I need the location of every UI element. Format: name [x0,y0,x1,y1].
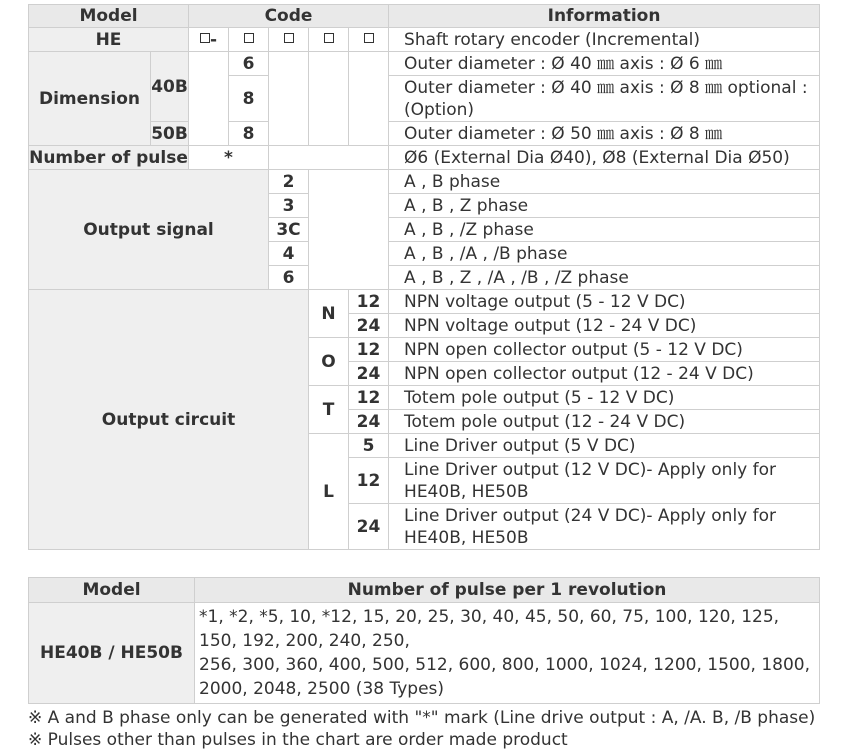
header-model: Model [29,5,189,28]
dash-suffix: - [209,29,218,50]
circuit-type: O [309,338,349,386]
pulse-label: Number of pulse [29,147,188,168]
empty-cell [309,52,349,146]
circuit-code: 12 [349,386,389,410]
signal-code: 4 [269,242,309,266]
code-slot-5 [349,28,389,52]
circuit-info: NPN voltage output (12 - 24 V DC) [389,314,820,338]
dimension-info: Outer diameter : Ø 40 ㎜ axis : Ø 8 ㎜ optional : (Option) [389,76,820,122]
pulse-table-header-model: Model [29,578,195,603]
circuit-code: 12 [349,458,389,504]
circuit-type: N [309,290,349,338]
dimension-code: 8 [229,122,269,146]
empty-cell [349,52,389,146]
output-circuit-label: Output circuit [29,290,309,550]
pulse-list-line-2: 256, 300, 360, 400, 500, 512, 600, 800, 1000, 1024, 1200, 1500, 1800, 2000, 2048, 2500 (38 Types) [199,655,810,699]
empty-cell [189,52,229,146]
dimension-info: Outer diameter : Ø 40 ㎜ axis : Ø 6 ㎜ [389,52,820,76]
output-signal-label: Output signal [29,170,269,290]
circuit-info: Line Driver output (12 V DC)- Apply only for HE40B, HE50B [389,458,820,504]
dimension-code: 6 [229,52,269,76]
signal-info: A , B , Z , /A , /B , /Z phase [389,266,820,290]
dimension-code: 8 [229,76,269,122]
circuit-info: NPN open collector output (12 - 24 V DC) [389,362,820,386]
square-box-icon [364,33,374,43]
empty-cell [269,146,389,170]
circuit-code: 24 [349,410,389,434]
dimension-label: Dimension [29,52,151,146]
signal-info: A , B phase [389,170,820,194]
pulse-table [28,577,820,704]
pulse-code: * [189,146,269,170]
note-order-made: ※ Pulses other than pulses in the chart are order made product [28,730,568,750]
pulse-list [195,603,820,704]
pulse-table-model: HE40B / HE50B [29,603,195,704]
header-information: Information [389,5,820,28]
square-box-icon [284,33,294,43]
signal-code: 3 [269,194,309,218]
circuit-code: 12 [349,290,389,314]
circuit-info: NPN voltage output (5 - 12 V DC) [389,290,820,314]
circuit-type: T [309,386,349,434]
circuit-code: 12 [349,338,389,362]
signal-info: A , B , Z phase [389,194,820,218]
circuit-type: L [309,434,349,550]
code-slot-4 [309,28,349,52]
signal-code: 2 [269,170,309,194]
dimension-info: Outer diameter : Ø 50 ㎜ axis : Ø 8 ㎜ [389,122,820,146]
square-box-icon [244,33,254,43]
he-model-label: HE [29,28,189,52]
empty-cell [269,52,309,146]
circuit-info: Line Driver output (24 V DC)- Apply only for HE40B, HE50B [389,504,820,550]
pulse-list-line-1: *1, *2, *5, 10, *12, 15, 20, 25, 30, 40, 45, 50, 60, 75, 100, 120, 125, 150, 192, 200, 240, 250, [199,607,780,651]
dimension-40b-label: 40B [151,52,189,122]
spec-table [28,4,820,550]
circuit-code: 24 [349,362,389,386]
square-box-icon [200,33,210,43]
header-code: Code [189,5,389,28]
circuit-code: 5 [349,434,389,458]
note-star-mark: ※ A and B phase only can be generated with "*" mark (Line drive output : A, /A. B, /B phase) [28,708,816,728]
empty-cell [309,170,389,290]
dimension-50b-label: 50B [151,123,188,144]
circuit-info: NPN open collector output (5 - 12 V DC) [389,338,820,362]
circuit-info: Totem pole output (12 - 24 V DC) [389,410,820,434]
signal-info: A , B , /Z phase [389,218,820,242]
signal-code: 6 [269,266,309,290]
signal-info: A , B , /A , /B phase [389,242,820,266]
pulse-info: Ø6 (External Dia Ø40), Ø8 (External Dia Ø50) [389,146,820,170]
code-slot-3 [269,28,309,52]
square-box-icon [324,33,334,43]
circuit-info: Totem pole output (5 - 12 V DC) [389,386,820,410]
circuit-info: Line Driver output (5 V DC) [389,434,820,458]
circuit-code: 24 [349,504,389,550]
he-info: Shaft rotary encoder (Incremental) [389,28,820,52]
pulse-table-header-pulse: Number of pulse per 1 revolution [195,578,820,603]
circuit-code: 24 [349,314,389,338]
signal-code: 3C [269,218,309,242]
code-slot-1 [189,28,229,52]
code-slot-2 [229,28,269,52]
